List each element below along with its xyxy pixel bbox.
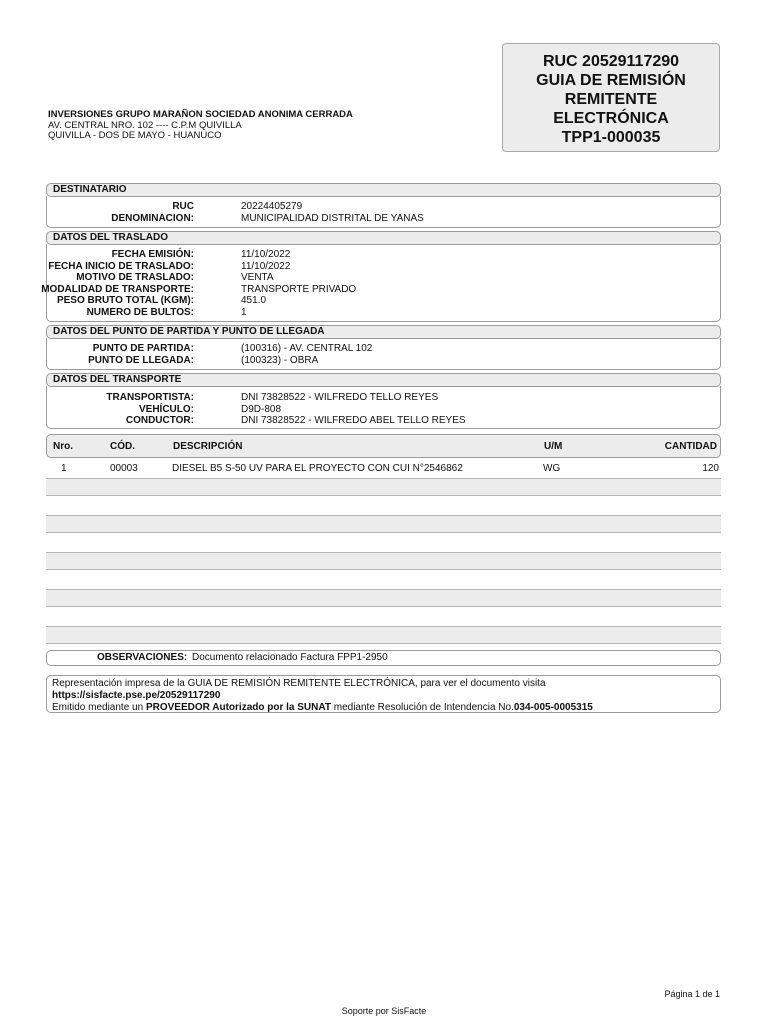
sunat-provider: PROVEEDOR Autorizado por la SUNAT: [145, 702, 331, 713]
field-label: CONDUCTOR:: [125, 415, 194, 426]
table-row: [46, 459, 721, 477]
col-nro: Nro.: [53, 441, 73, 452]
field-label: FECHA EMISIÓN:: [111, 249, 194, 260]
resolution-code: 034-005-0005315: [513, 702, 593, 713]
doc-number: TPP1-000035: [561, 129, 661, 146]
empty-row: [46, 626, 721, 644]
field-value: VENTA: [241, 272, 274, 283]
empty-row: [46, 515, 721, 533]
field-value: 11/10/2022: [241, 260, 291, 272]
legal-footer-box: [46, 675, 721, 713]
observaciones-value: Documento relacionado Factura FPP1-2950: [192, 652, 388, 663]
sunat-line: [52, 702, 720, 714]
puntos-body: [46, 338, 721, 370]
cell-nro: 1: [61, 463, 67, 474]
col-um: U/M: [544, 441, 563, 452]
cell-um: WG: [543, 463, 561, 474]
col-descripcion: DESCRIPCIÓN: [173, 441, 243, 452]
denominacion-label: DENOMINACION:: [111, 212, 194, 224]
doc-type-line2: REMITENTE: [564, 91, 658, 108]
denominacion-value: MUNICIPALIDAD DISTRITAL DE YANAS: [241, 212, 424, 224]
observaciones-box: [46, 650, 721, 666]
field-value: 1: [241, 306, 247, 318]
soporte-text: Soporte por SisFacte: [341, 1006, 427, 1016]
items-table-header: [46, 434, 721, 458]
destinatario-header: DESTINATARIO: [46, 183, 721, 197]
observaciones-label: OBSERVACIONES:: [97, 652, 188, 663]
representation-text: Representación impresa de la GUIA DE REMISIÓN REMITENTE ELECTRÓNICA, para ver el documento visita: [52, 678, 546, 689]
ruc-number: RUC 20529117290: [542, 53, 680, 70]
field-label: TRANSPORTISTA:: [106, 392, 194, 403]
company-address-2: QUIVILLA - DOS DE MAYO - HUANUCO: [48, 130, 222, 141]
doc-type-line1: GUIA DE REMISIÓN: [536, 72, 686, 89]
empty-row: [46, 589, 721, 607]
field-value: DNI 73828522 - WILFREDO ABEL TELLO REYES: [241, 415, 466, 426]
field-value: DNI 73828522 - WILFREDO TELLO REYES: [241, 392, 439, 403]
field-value: 11/10/2022: [241, 249, 291, 260]
sunat-pre: Emitido mediante un: [52, 702, 146, 713]
company-address-1: AV. CENTRAL NRO. 102 ---- C.P.M QUIVILLA: [48, 119, 242, 131]
cell-descripcion: DIESEL B5 S-50 UV PARA EL PROYECTO CON CUI N°2546862: [172, 463, 463, 474]
field-label: PUNTO DE LLEGADA:: [88, 355, 194, 366]
field-label: VEHÍCULO:: [139, 403, 194, 415]
empty-row: [46, 552, 721, 570]
field-label: FECHA INICIO DE TRASLADO:: [48, 260, 194, 272]
doc-type-line3: ELECTRÓNICA: [553, 110, 669, 127]
sunat-mid: mediante Resolución de Intendencia No.: [330, 702, 514, 713]
field-value: (100316) - AV. CENTRAL 102: [241, 343, 373, 354]
field-value: D9D-808: [241, 403, 282, 415]
document-url-link[interactable]: https://sisfacte.pse.pe/20529117290: [52, 690, 221, 701]
empty-row: [46, 478, 721, 496]
transporte-header: DATOS DEL TRANSPORTE: [46, 373, 721, 387]
traslado-header: DATOS DEL TRASLADO: [46, 231, 721, 245]
ruc-document-box: [502, 43, 720, 152]
field-value: 451.0: [241, 295, 267, 306]
puntos-header: DATOS DEL PUNTO DE PARTIDA Y PUNTO DE LLEGADA: [46, 325, 721, 339]
traslado-body: [41, 244, 721, 322]
ruc-value: 20224405279: [241, 201, 303, 212]
ruc-label: RUC: [172, 201, 194, 212]
destinatario-body: [46, 196, 721, 228]
col-cod: CÓD.: [110, 441, 135, 452]
field-label: PESO BRUTO TOTAL (KGM):: [56, 295, 194, 306]
field-label: PUNTO DE PARTIDA:: [92, 343, 194, 354]
field-label: MOTIVO DE TRASLADO:: [76, 272, 194, 283]
field-value: TRANSPORTE PRIVADO: [241, 283, 357, 295]
field-label: NUMERO DE BULTOS:: [86, 306, 194, 318]
page-number: Página 1 de 1: [664, 989, 720, 999]
field-label: MODALIDAD DE TRANSPORTE:: [41, 283, 194, 295]
cell-cantidad: 120: [702, 463, 719, 474]
company-info: [48, 110, 353, 142]
cell-cod: 00003: [110, 463, 138, 474]
transporte-body: [46, 386, 721, 429]
field-value: (100323) - OBRA: [241, 355, 319, 366]
col-cantidad: CANTIDAD: [664, 441, 717, 452]
company-name: INVERSIONES GRUPO MARAÑON SOCIEDAD ANONIMA CERRADA: [48, 109, 353, 120]
